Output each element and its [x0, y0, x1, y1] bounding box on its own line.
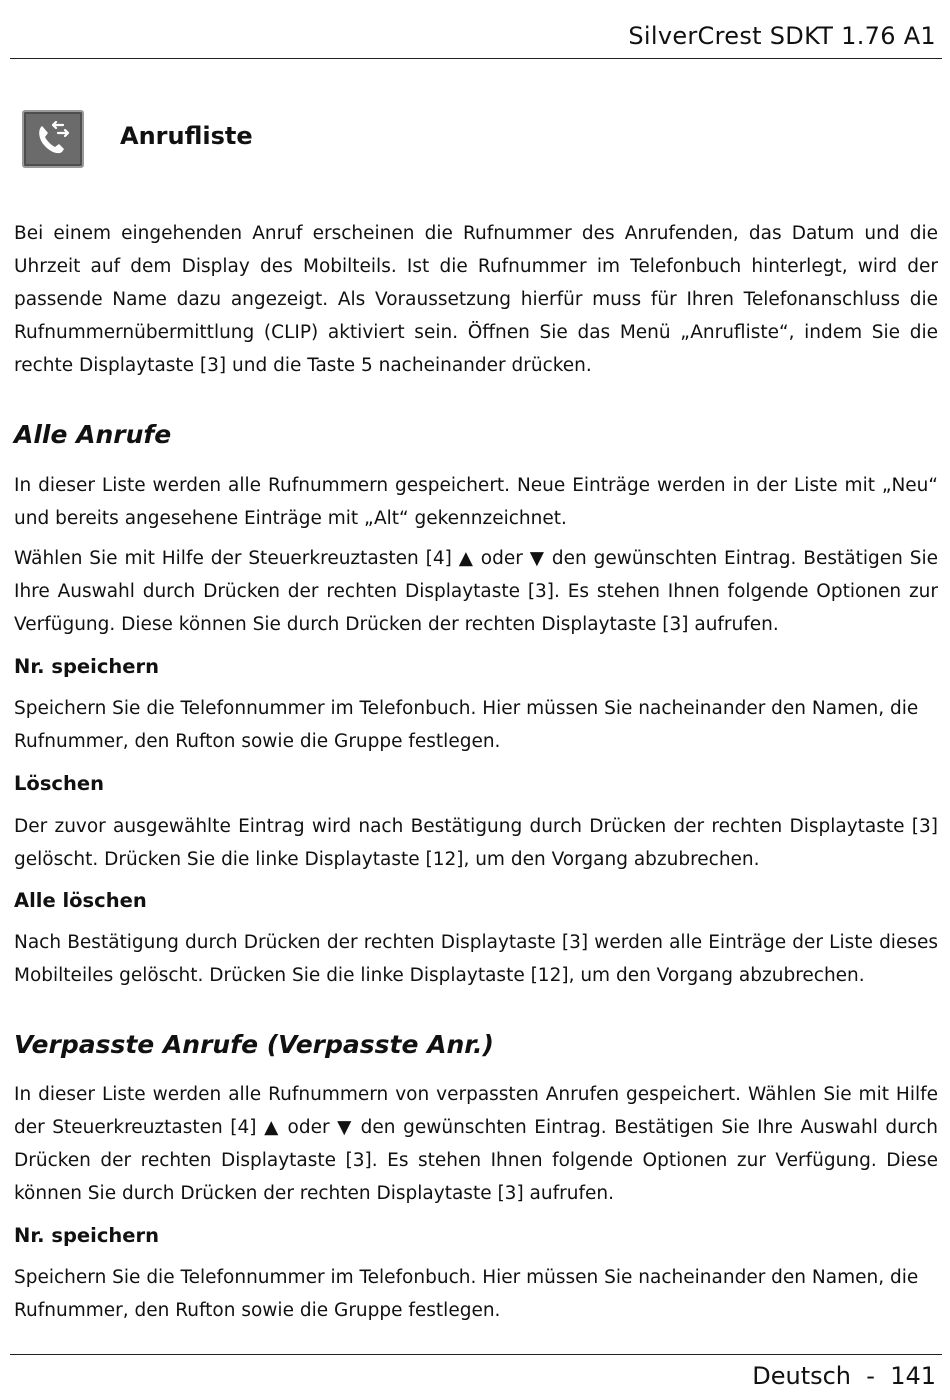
- subheading-nr-speichern: Nr. speichern: [14, 655, 159, 678]
- page-footer-label: Deutsch - 141: [752, 1362, 936, 1390]
- alle-loeschen-paragraph: Nach Bestätigung durch Drücken der rechten Displaytaste [3] werden alle Einträge der Liste dieses Mobilteiles gelöscht. Drücken Sie die linke Displaytaste [12], um den Vorgang abzubrechen.: [14, 932, 938, 986]
- nr-speichern-paragraph-2: Speichern Sie die Telefonnummer im Telefonbuch. Hier müssen Sie nacheinander den Namen, die Rufnummer, den Rufton sowie die Gruppe festlegen.: [14, 1267, 919, 1321]
- section-heading-alle-anrufe: Alle Anrufe: [14, 420, 172, 449]
- phone-call-list-icon: [22, 110, 84, 168]
- subheading-loeschen: Löschen: [14, 772, 104, 795]
- verpasste-anrufe-paragraph: In dieser Liste werden alle Rufnummern von verpassten Anrufen gespeichert. Wählen Sie mit Hilfe der Steuerkreuztasten [4] ▲ oder ▼ den gewünschten Eintrag. Bestätigen Sie Ihre Auswahl durch Drücken der rechten Displaytaste [3]. Es stehen Ihnen folgende Optionen zur Verfügung. Diese können Sie durch Drücken der rechten Displaytaste [3] aufrufen.: [14, 1084, 938, 1204]
- intro-paragraph: Bei einem eingehenden Anruf erscheinen die Rufnummer des Anrufenden, das Datum und die Uhrzeit auf dem Display des Mobilteils. Ist die Rufnummer im Telefonbuch hinterlegt, wird der passende Name dazu angezeigt. Als Voraussetzung hierfür muss für Ihren Telefonanschluss die Rufnummernübermittlung (CLIP) aktiviert sein. Öffnen Sie das Menü „Anrufliste“, indem Sie die rechte Displaytaste [3] und die Taste 5 nacheinander drücken.: [14, 223, 938, 376]
- alle-anrufe-paragraph-2: Wählen Sie mit Hilfe der Steuerkreuztasten [4] ▲ oder ▼ den gewünschten Eintrag. Bestätigen Sie Ihre Auswahl durch Drücken der rechten Displaytaste [3]. Es stehen Ihnen folgende Optionen zur Verfügung. Diese können Sie durch Drücken der rechten Displaytaste [3] aufrufen.: [14, 548, 938, 635]
- footer-rule: [10, 1354, 942, 1355]
- loeschen-paragraph: Der zuvor ausgewählte Eintrag wird nach Bestätigung durch Drücken der rechten Displaytaste [3] gelöscht. Drücken Sie die linke Displaytaste [12], um den Vorgang abzubrechen.: [14, 816, 938, 870]
- chapter-title: Anrufliste: [120, 122, 253, 150]
- subheading-alle-loeschen: Alle löschen: [14, 889, 147, 912]
- section-heading-verpasste-anrufe: Verpasste Anrufe (Verpasste Anr.): [14, 1030, 494, 1059]
- nr-speichern-paragraph: Speichern Sie die Telefonnummer im Telefonbuch. Hier müssen Sie nacheinander den Namen, die Rufnummer, den Rufton sowie die Gruppe festlegen.: [14, 698, 919, 752]
- alle-anrufe-paragraph-1: In dieser Liste werden alle Rufnummern gespeichert. Neue Einträge werden in der Liste mit „Neu“ und bereits angesehene Einträge mit „Alt“ gekennzeichnet.: [14, 475, 938, 529]
- page-header-title: SilverCrest SDKT 1.76 A1: [628, 22, 936, 50]
- header-rule: [10, 58, 942, 59]
- subheading-nr-speichern-2: Nr. speichern: [14, 1224, 159, 1247]
